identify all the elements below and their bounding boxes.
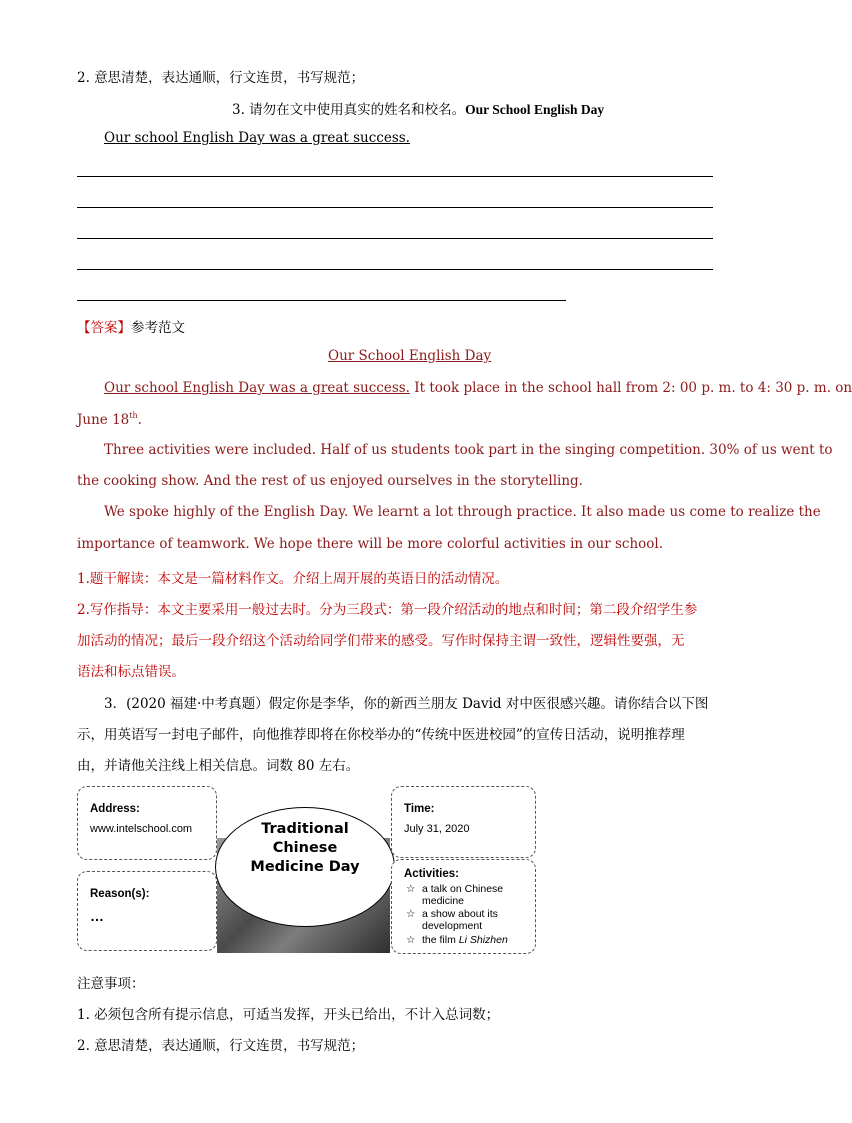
analysis-2c: 语法和标点错误。 [77, 664, 185, 680]
star-icon: ☆ [406, 908, 416, 920]
q3-line3: 由，并请他关注线上相关信息。词数 80 左右。 [77, 758, 360, 774]
answer-line-1 [77, 176, 713, 177]
requirement-3-text: 3. 请勿在文中使用真实的姓名和校名。 [232, 102, 466, 118]
activity-item [406, 935, 535, 947]
address-value: www.intelschool.com [90, 823, 193, 835]
analysis-2a: 2.写作指导：本文主要采用一般过去时。分为三段式：第一段介绍活动的地点和时间；第二段介绍学生参 [77, 602, 698, 618]
poster-title-line1: Traditional [261, 821, 349, 837]
activities-list [406, 884, 535, 947]
activity-item [406, 884, 535, 907]
analysis-2b: 加活动的情况；最后一段介绍这个活动给同学们带来的感受。写作时保持主谓一致性，逻辑性要强，无 [77, 633, 685, 649]
essay-starter: Our school English Day was a great success. [104, 130, 410, 146]
time-box [391, 786, 536, 858]
answer-line-4 [77, 269, 713, 270]
requirement-3 [232, 98, 604, 118]
title-oval [215, 807, 395, 927]
activity-text: the film Li Shizhen [422, 934, 508, 946]
activity-item [406, 909, 535, 932]
top-essay-title: Our School English Day [465, 102, 605, 117]
activities-box [391, 859, 536, 954]
note-2: 2. 意思清楚，表达通顺，行文连贯，书写规范； [77, 1038, 365, 1054]
note-1: 1. 必须包含所有提示信息，可适当发挥，开头已给出，不计入总词数； [77, 1007, 500, 1023]
essay-p2-line1: Three activities were included. Half of us students took part in the singing competition. 30% of us went to [104, 442, 833, 458]
notes-title: 注意事项： [77, 976, 145, 992]
activity-text: a show about its development [422, 908, 498, 932]
analysis-1: 1.题干解读：本文是一篇材料作文。介绍上周开展的英语日的活动情况。 [77, 571, 509, 587]
address-title: Address: [90, 803, 140, 815]
essay-p1-start: Our school English Day was a great success. [104, 380, 410, 396]
essay-p1-date: June 18 [77, 412, 130, 428]
reason-box [77, 871, 217, 951]
requirement-2: 2. 意思清楚，表达通顺，行文连贯，书写规范； [77, 70, 365, 86]
essay-title: Our School English Day [328, 348, 492, 364]
essay-p1-line2 [77, 411, 142, 428]
address-box [77, 786, 217, 860]
reason-value: … [90, 908, 104, 924]
poster-title-line3: Medicine Day [250, 859, 360, 875]
q3-line2: 示，用英语写一封电子邮件，向他推荐即将在你校举办的“传统中医进校园”的宣传日活动，说明推荐理 [77, 727, 685, 743]
star-icon: ☆ [406, 883, 416, 895]
q3-line1: 3．(2020 福建·中考真题）假定你是李华，你的新西兰朋友 David 对中医很感兴趣。请你结合以下图 [104, 696, 709, 712]
poster-title-line2: Chinese [272, 840, 338, 856]
tcm-day-poster [77, 783, 537, 953]
answer-line-3 [77, 238, 713, 239]
answer-line-5 [77, 300, 566, 301]
answer-line-2 [77, 207, 713, 208]
star-icon: ☆ [406, 934, 416, 946]
essay-p3-line1: We spoke highly of the English Day. We learnt a lot through practice. It also made us come to realize the [104, 504, 821, 520]
essay-p2-line2: the cooking show. And the rest of us enjoyed ourselves in the storytelling. [77, 473, 583, 489]
poster-title [216, 820, 394, 877]
answer-label: 【答案】 [77, 320, 131, 336]
answer-heading [77, 316, 185, 336]
essay-p3-line2: importance of teamwork. We hope there will be more colorful activities in our school. [77, 536, 664, 552]
activities-title: Activities: [404, 868, 459, 880]
time-value: July 31, 2020 [404, 823, 470, 835]
essay-p1-sup: th [129, 411, 138, 420]
answer-sublabel: 参考范文 [131, 320, 185, 336]
essay-p1-line1 [104, 380, 852, 396]
reason-title: Reason(s): [90, 888, 150, 900]
essay-p1-end: . [137, 412, 142, 428]
time-title: Time: [404, 803, 435, 815]
essay-p1-rest: It took place in the school hall from 2: 00 p. m. to 4: 30 p. m. on [409, 380, 852, 396]
activity-text: a talk on Chinese medicine [422, 883, 504, 907]
